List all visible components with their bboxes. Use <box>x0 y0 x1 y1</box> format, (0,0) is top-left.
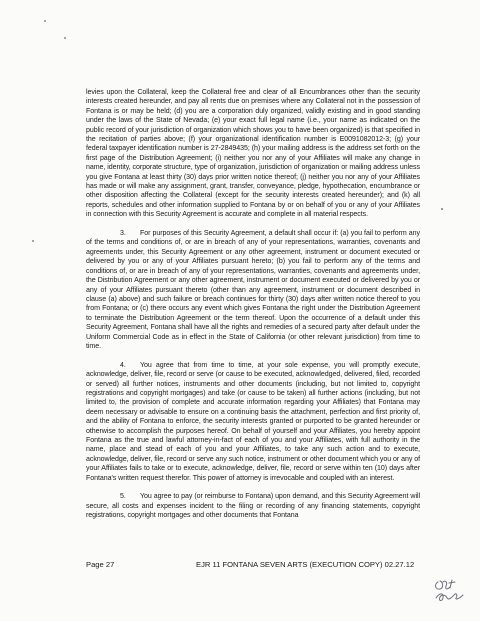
paragraph-4-number: 4. <box>120 361 126 369</box>
scan-speck <box>32 240 34 242</box>
document-title-footer: EJR 11 FONTANA SEVEN ARTS (EXECUTION COPY) 02.27.12 <box>196 560 415 569</box>
paragraph-3-number: 3. <box>120 230 126 238</box>
paragraph-5-number: 5. <box>120 493 126 501</box>
paragraph-3 <box>86 229 420 351</box>
paragraph-4 <box>86 361 420 483</box>
paragraph-3-text: For purposes of this Security Agreement, a default shall occur if: (a) you fail to perform any of the terms and conditions of, or are in breach of any of your representations, warranties, covenants and agreements under, this Security Agreement or any other agreement, instrument or document executed or delivered by you or any of your Affiliates pursuant hereto; (b) you fail to perform any of the terms and conditions of, or are in breach of any of your representations, warranties, covenants and agreements under, the Distribution Agreement or any other agreement, instrument or document executed or delivered by you or any of your Affiliates pursuant thereto (other than any agreement, instrument or document described in clause (a) above) and such failure or breach continues for thirty (30) days after written notice thereof to you from Fontana; or (c) there occurs any event which gives Fontana the right under the Distribution Agreement to terminate the Distribution Agreement or the term thereof. Upon the occurrence of a default under this Security Agreement, Fontana shall have all the rights and remedies of a secured party after default under the Uniform Commercial Code as in effect in the State of California (or other relevant jurisdiction) from time to time. <box>86 230 420 350</box>
scan-speck <box>64 37 66 39</box>
paragraph-5 <box>86 492 420 520</box>
paragraph-4-text: You agree that from time to time, at your sole expense, you will promptly execute, acknowledge, deliver, file, record or serve (or cause to be executed, acknowledged, delivered, filed, recorded or served) all further notices, instruments and other documents (including, but not limited to, copyright registrations and copyright mortgages) and take (or cause to be taken) all further actions (including, but not limited to, the provision of complete and accurate information regarding your Affiliates) that Fontana may deem necessary or advisable to ensure on a continuing basis the attachment, perfection and first priority of, and the ability of Fontana to enforce, the security interests granted or purported to be granted hereunder or otherwise to accomplish the purposes hereof. On behalf of yourself and your Affiliates, you hereby appoint Fontana as the true and lawful attorney-in-fact of each of you and your Affiliates, with full authority in the name, place and stead of each of you and your Affiliates, to take any such action and to execute, acknowledge, deliver, file, record or serve any such notice, instrument or other document which you or any of your Affiliates fails to take or to execute, acknowledge, deliver, file, record or serve within ten (10) days after Fontana's written request therefor. This power of attorney is irrevocable and coupled with an interest. <box>86 361 420 482</box>
handwritten-initials-icon <box>432 574 472 606</box>
scan-speck <box>44 20 46 22</box>
scan-speck <box>441 208 443 210</box>
document-body <box>86 88 420 521</box>
paragraph-2-continuation: levies upon the Collateral, keep the Collateral free and clear of all Encumbrances other than the security interests created hereunder, and pay all rents due on premises where any Collateral not in the possession of Fontana is or may be held; (d) you are a corporation duly organized, validly existing and in good standing under the laws of the State of Nevada; (e) your exact full legal name (i.e., your name as indicated on the public record of your jurisdiction of organization which shows you to have been organized) is that specified in the recitation of parties above; (f) your organizational identification number is E0091082012-3; (g) your federal taxpayer identification number is 27-2849435; (h) your mailing address is the address set forth on the first page of the Distribution Agreement; (i) neither you nor any of your Affiliates will make any change in name, identity, corporate structure, type of organization, jurisdiction of organization or mailing address unless you give Fontana at least thirty (30) days prior written notice thereof; (j) neither you nor any of your Affiliates has made or will make any assignment, grant, transfer, conveyance, pledge, hypothecation, encumbrance or other disposition affecting the Collateral (except for the security interests created hereunder); and (k) all reports, schedules and other information supplied to Fontana by or on behalf of you or any of your Affiliates in connection with this Security Agreement is accurate and complete in all material respects. <box>86 89 420 219</box>
page-number: Page 27 <box>86 560 115 569</box>
paragraph-5-text: You agree to pay (or reimburse to Fontana) upon demand, and this Security Agreement will secure, all costs and expenses incident to the filing or recording of any financing statements, copyright registrations, copyright mortgages and other documents that Fontana <box>86 493 420 520</box>
